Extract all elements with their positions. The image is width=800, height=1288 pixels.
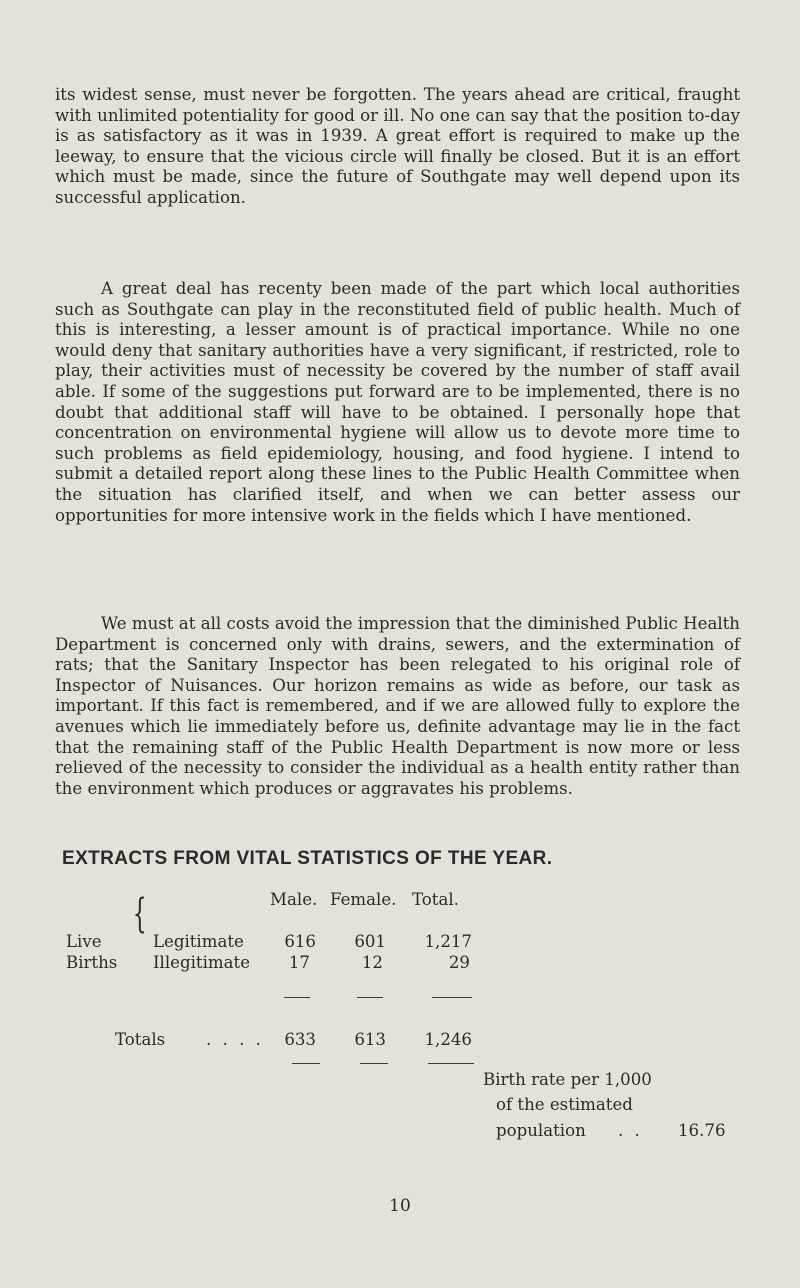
- rule-male-total: [292, 1063, 320, 1064]
- paragraph-3: We must at all costs avoid the impression that the diminished Public Health Department is concerned only with drains, sewers, and the extermination of rats; that the Sanitary Inspector has been relegated to his original role of Inspector of Nuisances. Our horizon remains as wide as before, our task as important. If this fact is remembered, and if we are allowed fully to explore the avenues which lie immediately before us, definite advantage may lie in the fact that the remaining staff of the Public Health Department is now more or less relieved of the necessity to consider the individual as a health entity rather than the environment which produces or aggravates his problems.: [55, 614, 740, 798]
- row-label-legitimate: Legitimate: [153, 932, 244, 951]
- rule-female-subtotal: [357, 997, 383, 998]
- group-label-live: Live: [66, 932, 102, 951]
- header-male: Male.: [270, 890, 318, 909]
- birth-rate-line-3: population: [496, 1121, 586, 1140]
- paragraph-2: A great deal has recenty been made of the part which local authorities such as Southgate can play in the reconstituted field of public health. Much of this is interesting, a lesser amount is of practical importance. While no one would deny that sanitary authorities have a very significant, if restricted, role to play, their activities must of necessity be covered by the number of staff avail able. If some of the suggestions put forward are to be implemented, there is no doubt that additional staff will have to be obtained. I personally hope that concentration on environmental hygiene will allow us to devote more time to such problems as field epidemiology, housing, and food hygiene. I intend to submit a detailed report along these lines to the Public Health Committee when the situation has clarified itself, and when we can better assess our opportunities for more intensive work in the fields which I have mentioned.: [55, 279, 740, 525]
- rule-male-subtotal: [284, 997, 310, 998]
- paragraph-1: its widest sense, must never be forgotten. The years ahead are critical, fraught with unlimited potentiality for good or ill. No one can say that the position to-day is as satisfactory as it was in 1939. A great effort is required to make up the leeway, to ensure that the vicious circle will finally be closed. But it is an effort which must be made, since the future of Southgate may well depend upon its successful application.: [55, 85, 740, 207]
- birth-rate-value: 16.76: [678, 1121, 726, 1140]
- totals-label: Totals: [115, 1030, 166, 1049]
- row-legitimate-male: 616: [284, 932, 316, 951]
- header-total: Total.: [412, 890, 459, 909]
- page-number: 10: [389, 1196, 411, 1216]
- birth-rate-line-1: Birth rate per 1,000: [483, 1070, 652, 1089]
- row-illegitimate-male: 17: [288, 953, 310, 972]
- row-legitimate-female: 601: [354, 932, 386, 951]
- header-female: Female.: [330, 890, 397, 909]
- group-label-births: Births: [66, 953, 118, 972]
- row-illegitimate-total: 29: [448, 953, 470, 972]
- row-illegitimate-female: 12: [361, 953, 383, 972]
- brace-symbol: {: [132, 891, 147, 937]
- totals-male: 633: [284, 1030, 316, 1049]
- rule-total-subtotal: [432, 997, 472, 998]
- birth-rate-leader: . .: [618, 1121, 643, 1140]
- row-legitimate-total: 1,217: [424, 932, 472, 951]
- birth-rate-line-2: of the estimated: [496, 1095, 633, 1114]
- rule-total-total: [428, 1063, 474, 1064]
- rule-female-total: [360, 1063, 388, 1064]
- totals-total: 1,246: [424, 1030, 472, 1049]
- totals-leader: . . . .: [206, 1030, 264, 1049]
- row-label-illegitimate: Illegitimate: [153, 953, 251, 972]
- totals-female: 613: [354, 1030, 386, 1049]
- section-heading: EXTRACTS FROM VITAL STATISTICS OF THE YEAR.: [62, 848, 553, 869]
